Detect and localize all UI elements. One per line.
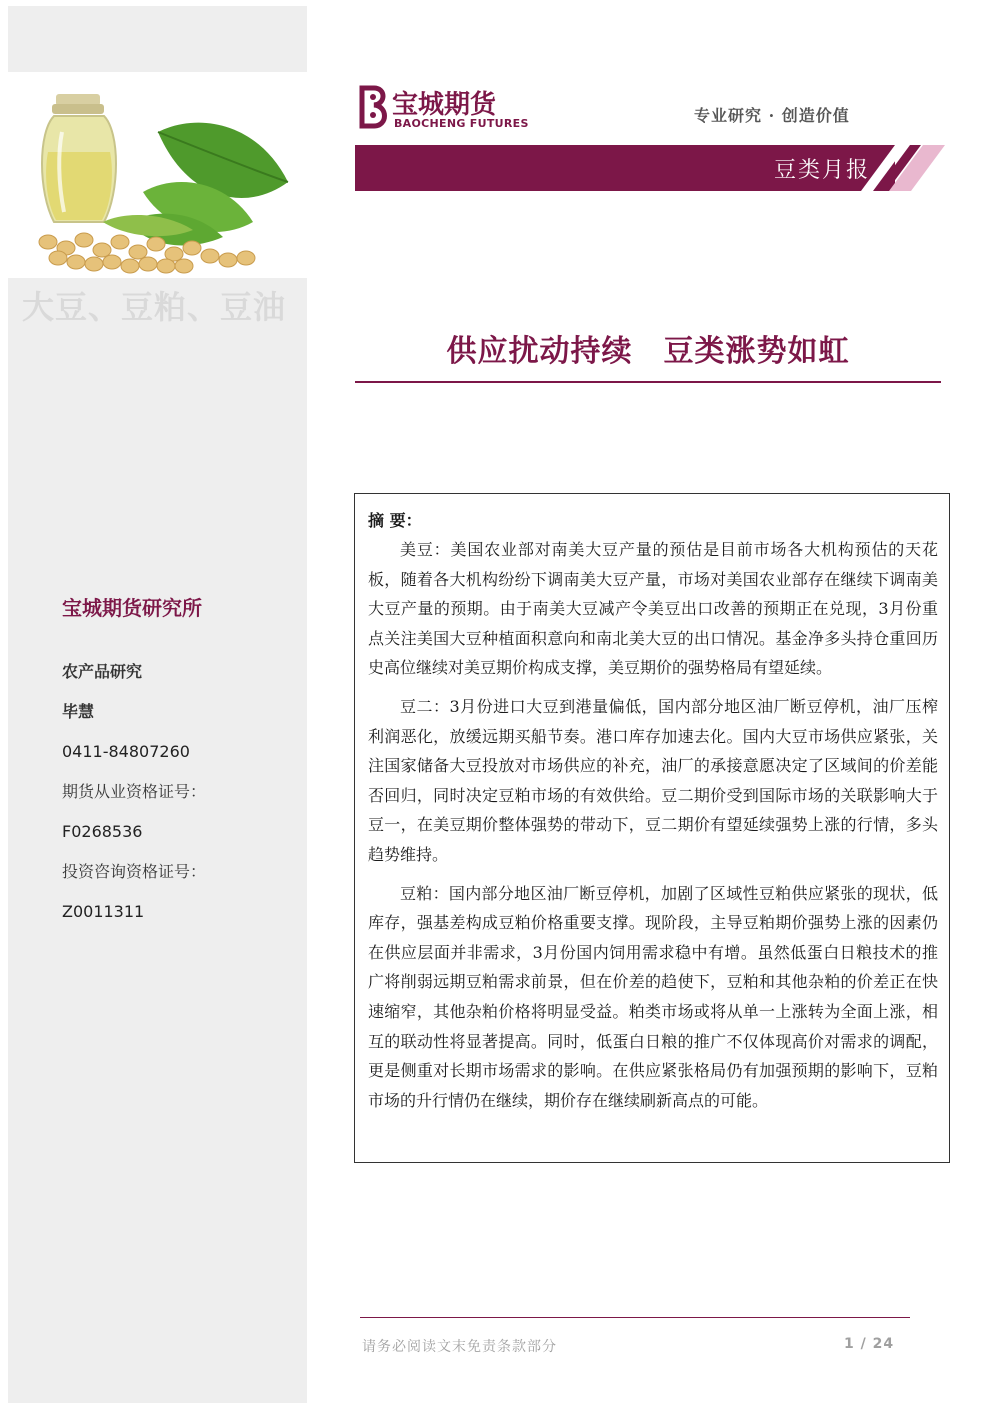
logo-mark-icon bbox=[356, 84, 390, 130]
abstract-heading: 摘 要： bbox=[368, 511, 422, 530]
report-type: 豆类月报 bbox=[773, 158, 870, 183]
futures-cert-label: 期货从业资格证号： bbox=[62, 782, 207, 801]
advisory-cert-label: 投资咨询资格证号： bbox=[62, 862, 207, 881]
paragraph-soybean-no2: 豆二：3月份进口大豆到港量偏低，国内部分地区油厂断豆停机，油厂压榨利润恶化，放缓远期买船节奏。港口库存加速去化。国内大豆市场供应紧张，关注国家储备大豆投放对市场供应的补充，油厂的承接意愿决定了区域间的价差能否回归，同时决定豆粕市场的有效供给。豆二期价受到国际市场的关联影响大于豆一，在美豆期价整体强势的带动下，豆二期价有望延续强势上涨的行情，多头趋势维持。 bbox=[368, 696, 938, 864]
paragraph-soybean-meal: 豆粕：国内部分地区油厂断豆停机，加剧了区域性豆粕供应紧张的现状，低库存，强基差构成豆粕价格重要支撑。现阶段，主导豆粕期价强势上涨的因素仍在供应层面并非需求，3月份国内饲用需求稳中有增。虽然低蛋白日粮技术的推广将削弱远期豆粕需求前景，但在价差的趋使下，豆粕和其他杂粕的价差正在快速缩窄，其他杂粕价格将明显受益。粕类市场或将从单一上涨转为全面上涨，相互的联动性将显著提高。同时，低蛋白日粮的推广不仅体现高价对需求的调配，更是侧重对长期市场需求的影响。在供应紧张格局仍有加强预期的影响下，豆粕市场的升行情仍在继续，期价存在继续刷新高点的可能。 bbox=[368, 883, 938, 1110]
analyst-contact bbox=[62, 660, 206, 940]
advisory-cert-number: Z0011311 bbox=[62, 902, 145, 921]
title-divider bbox=[355, 381, 941, 383]
futures-cert-number: F0268536 bbox=[62, 822, 143, 841]
soybean-oil-photo bbox=[8, 72, 307, 278]
paragraph-us-soybean: 美豆：美国农业部对南美大豆产量的预估是目前市场各大机构预估的天花板，随着各大机构纷纷下调南美大豆产量，市场对美国农业部存在继续下调南美大豆产量的预期。由于南美大豆减产令美豆出口改善的预期正在兑现，3月份重点关注美国大豆种植面积意向和南北美大豆的出口情况。基金净多头持仓重回历史高位继续对美豆期价构成支撑，美豆期价的强势格局有望延续。 bbox=[368, 540, 938, 678]
page-number: 1 / 24 bbox=[844, 1336, 895, 1352]
disclaimer-note: 请务必阅读文末免责条款部分 bbox=[362, 1339, 557, 1355]
department: 农产品研究 bbox=[62, 662, 143, 681]
phone-number: 0411-84807260 bbox=[62, 742, 190, 761]
analyst-name: 毕慧 bbox=[62, 702, 95, 721]
footer-divider bbox=[360, 1317, 910, 1318]
report-title: 供应扰动持续 豆类涨势如虹 bbox=[446, 334, 850, 369]
institute-name: 宝城期货研究所 bbox=[62, 596, 202, 620]
abstract-box bbox=[354, 493, 950, 1163]
logo-english-name: BAOCHENG FUTURES bbox=[394, 117, 529, 130]
logo-chinese-name: 宝城期货 bbox=[392, 90, 497, 120]
topic-title: 大豆、豆粕、豆油 bbox=[22, 288, 287, 326]
soybean-oil-illustration bbox=[8, 72, 307, 278]
slogan: 专业研究 · 创造价值 bbox=[694, 106, 850, 125]
